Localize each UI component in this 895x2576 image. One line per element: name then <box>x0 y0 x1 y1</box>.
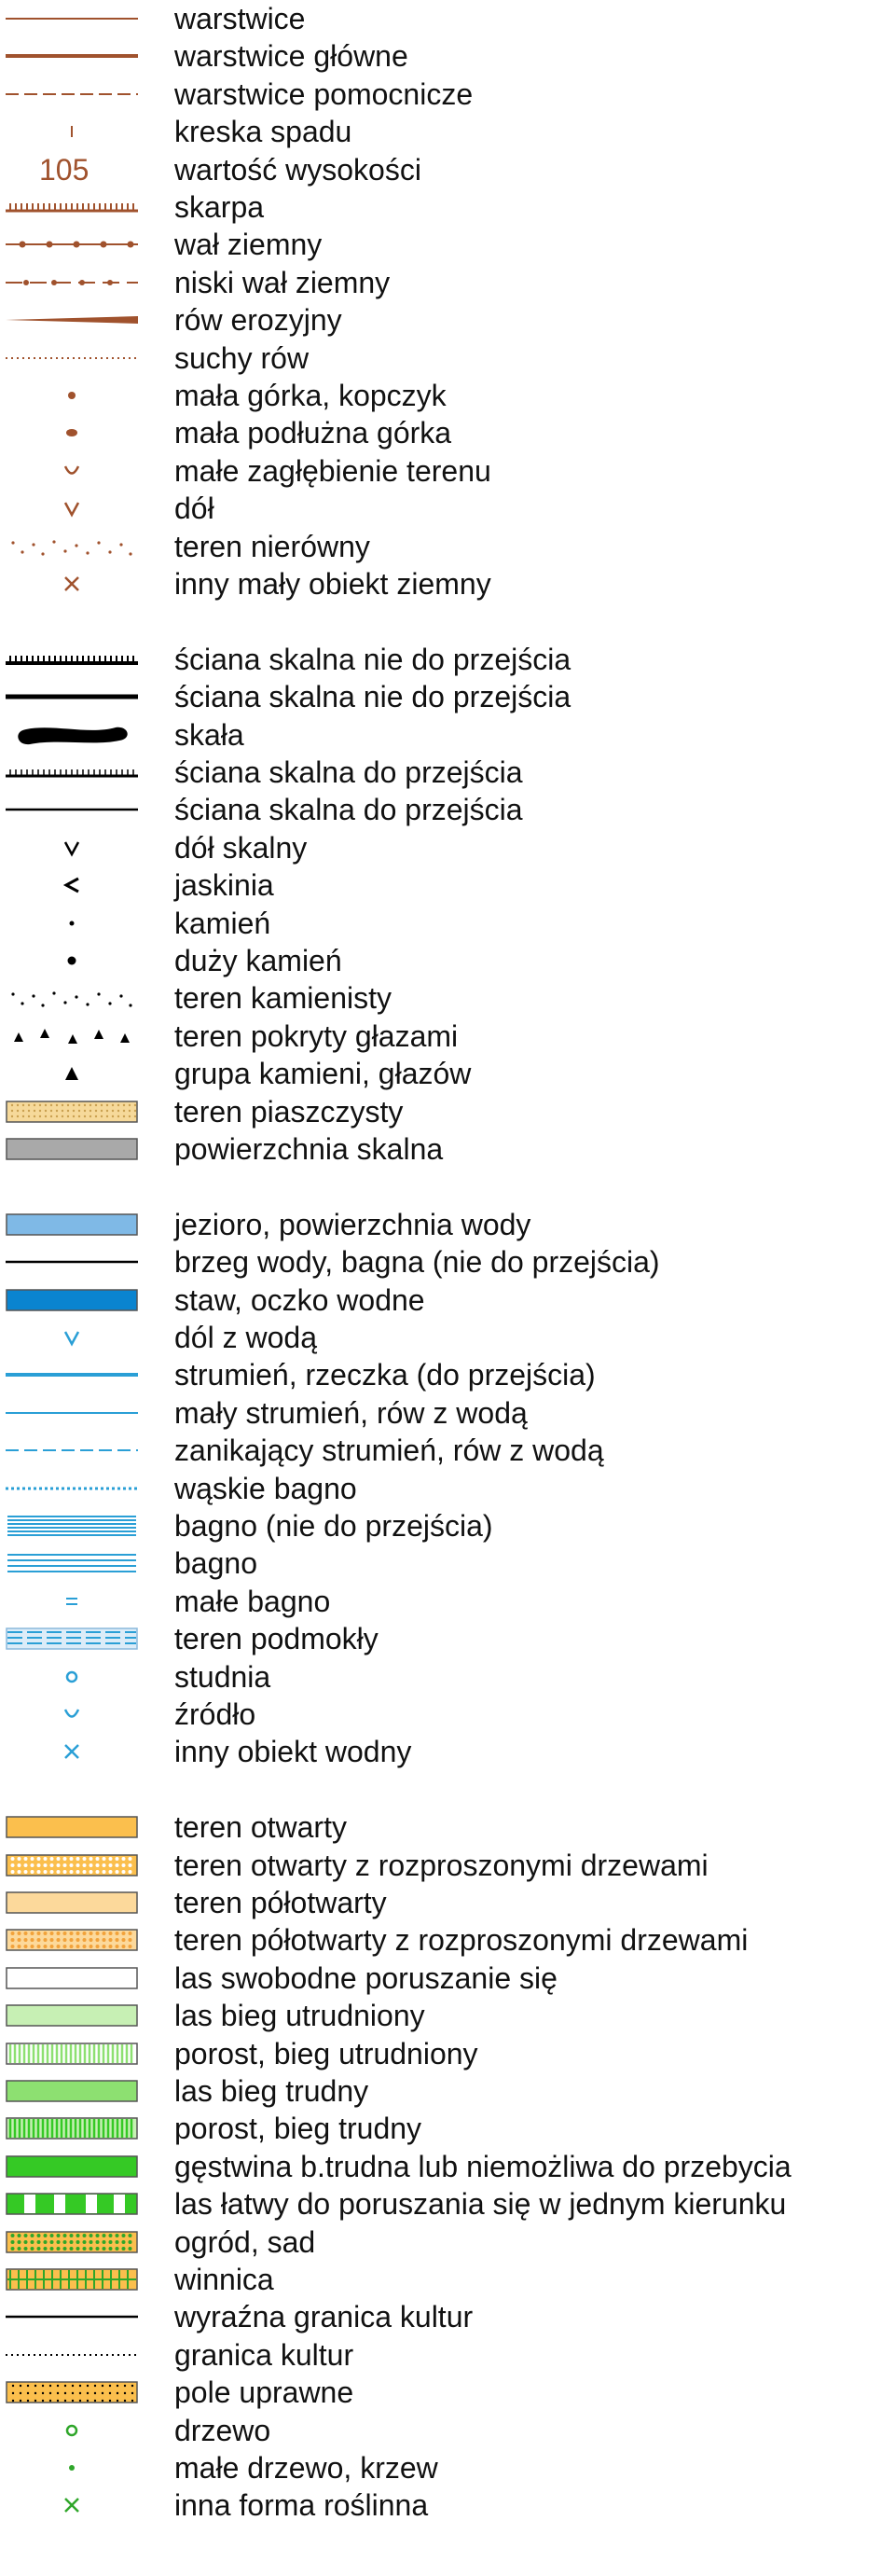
green-x-icon <box>6 2490 138 2520</box>
legend-row <box>0 2148 895 2185</box>
legend-label: małe bagno <box>174 1585 331 1618</box>
legend-label: pole uprawne <box>174 2375 354 2409</box>
legend-label: inny mały obiekt ziemny <box>174 567 491 601</box>
legend-row <box>0 2072 895 2110</box>
brown-line-icon <box>6 4 138 34</box>
legend-row <box>0 2486 895 2524</box>
legend-row <box>0 1733 895 1770</box>
brown-tapered-line-icon <box>6 305 138 335</box>
white-rect-icon <box>6 1963 138 1993</box>
legend-row <box>0 1960 895 1997</box>
open-rect-icon <box>6 1812 138 1842</box>
legend-row <box>0 301 895 339</box>
legend-label: brzeg wody, bagna (nie do przejścia) <box>174 1245 660 1279</box>
legend-row <box>0 2374 895 2411</box>
legend-label: zanikający strumień, rów z wodą <box>174 1433 604 1467</box>
sand-rect-icon <box>6 1097 138 1127</box>
legend-label: rów erozyjny <box>174 303 342 337</box>
legend-label: powierzchnia skalna <box>174 1132 444 1166</box>
brown-x-icon <box>6 569 138 599</box>
legend-label: ściana skalna do przejścia <box>174 755 523 789</box>
blue-v-icon <box>6 1323 138 1352</box>
legend-label: bagno (nie do przejścia) <box>174 1509 493 1543</box>
legend-row <box>0 1997 895 2034</box>
legend-row <box>0 1432 895 1469</box>
blue-wet-ground-icon <box>6 1624 138 1654</box>
legend-row <box>0 226 895 263</box>
legend-label: las bieg utrudniony <box>174 1999 425 2032</box>
legend-label: jaskinia <box>174 868 274 902</box>
legend-row <box>0 264 895 301</box>
legend-label: duży kamień <box>174 944 342 977</box>
blue-thick-line-icon <box>6 1360 138 1390</box>
brown-dash-point-icon <box>6 418 138 448</box>
legend-label: warstwice <box>174 2 306 35</box>
legend-row <box>0 1884 895 1921</box>
legend-label: suchy rów <box>174 341 310 375</box>
legend-label: mała podłużna górka <box>174 416 452 450</box>
legend-label: źródło <box>174 1697 256 1731</box>
legend-row <box>0 2185 895 2223</box>
black-line-icon <box>6 1247 138 1277</box>
legend-label: teren piaszczysty <box>174 1095 404 1129</box>
legend-row <box>0 1847 895 1884</box>
legend-label: granica kultur <box>174 2338 354 2372</box>
legend-label: teren otwarty z rozproszonymi drzewami <box>174 1849 709 1882</box>
legend-row <box>0 2412 895 2449</box>
legend-label: wyraźna granica kultur <box>174 2300 474 2334</box>
legend-row <box>0 1055 895 1092</box>
legend-label: las bieg trudny <box>174 2074 369 2108</box>
legend-row <box>0 829 895 866</box>
legend-label: mała górka, kopczyk <box>174 379 447 412</box>
black-comb-line-icon <box>6 644 138 674</box>
legend-row <box>0 942 895 979</box>
legend-label: skarpa <box>174 190 265 224</box>
legend-label: inny obiekt wodny <box>174 1735 412 1768</box>
legend-label: ogród, sad <box>174 2225 316 2259</box>
blue-circle-icon <box>6 1662 138 1692</box>
blue-cup-icon <box>6 1699 138 1729</box>
legend-label: kamień <box>174 907 271 940</box>
brown-number-icon <box>6 155 138 185</box>
legend-row <box>0 2449 895 2486</box>
legend-row <box>0 641 895 678</box>
legend-label: małe zagłębienie terenu <box>174 454 491 488</box>
legend-label: bagno <box>174 1546 257 1580</box>
legend-row <box>0 565 895 602</box>
legend-label: las swobodne poruszanie się <box>174 1961 558 1995</box>
legend-row <box>0 490 895 527</box>
black-thick-line-icon <box>6 682 138 712</box>
brown-thick-line-icon <box>6 41 138 71</box>
legend-label: teren podmokły <box>174 1622 379 1655</box>
legend-row <box>0 905 895 942</box>
field-rect-icon <box>6 2377 138 2407</box>
black-triangle-icon <box>6 1059 138 1088</box>
legend-label: jezioro, powierzchnia wody <box>174 1208 531 1241</box>
legend-row <box>0 979 895 1017</box>
legend-row <box>0 1130 895 1168</box>
orchard-rect-icon <box>6 2227 138 2257</box>
legend-row <box>0 113 895 150</box>
black-less-than-icon <box>6 870 138 900</box>
legend-row <box>0 1356 895 1393</box>
legend-row <box>0 1544 895 1582</box>
legend-label: teren kamienisty <box>174 981 392 1015</box>
blue-small-marsh-icon <box>6 1586 138 1616</box>
legend-label: dół skalny <box>174 831 308 865</box>
legend-row <box>0 377 895 414</box>
legend-label: strumień, rzeczka (do przejścia) <box>174 1358 596 1392</box>
lake-rect-icon <box>6 1210 138 1240</box>
legend-row <box>0 1696 895 1733</box>
legend-row <box>0 151 895 188</box>
legend-row <box>0 0 895 37</box>
legend-row <box>0 76 895 113</box>
legend-row <box>0 339 895 377</box>
legend-label: warstwice główne <box>174 39 408 73</box>
vineyard-rect-icon <box>6 2264 138 2294</box>
brown-dot-line-icon <box>6 229 138 259</box>
legend-row <box>0 1319 895 1356</box>
legend-label: teren półotwarty z rozproszonymi drzewami <box>174 1923 749 1957</box>
undergrowth-light-rect-icon <box>6 2039 138 2069</box>
brown-speckle-icon <box>6 532 138 561</box>
brown-v-icon <box>6 493 138 523</box>
legend-row <box>0 866 895 904</box>
brown-cup-icon <box>6 456 138 486</box>
forest-dense-rect-icon <box>6 2152 138 2181</box>
undergrowth-mid-rect-icon <box>6 2113 138 2143</box>
brown-dotted-line-icon <box>6 343 138 373</box>
blue-marsh-icon <box>6 1548 138 1578</box>
legend-label: teren półotwarty <box>174 1886 387 1919</box>
black-small-dot-icon <box>6 908 138 938</box>
rock-rect-icon <box>6 1134 138 1164</box>
legend-label: ściana skalna nie do przejścia <box>174 643 571 676</box>
legend-label: niski wał ziemny <box>174 266 391 299</box>
legend-row <box>0 2035 895 2072</box>
green-circle-icon <box>6 2416 138 2445</box>
semi-open-dotted-rect-icon <box>6 1925 138 1955</box>
legend-row <box>0 2298 895 2335</box>
legend-row <box>0 1921 895 1959</box>
black-dot-icon <box>6 946 138 976</box>
legend-label: ściana skalna do przejścia <box>174 793 523 826</box>
legend-row <box>0 1018 895 1055</box>
blue-dashed-line-icon <box>6 1435 138 1465</box>
legend-row <box>0 2223 895 2261</box>
legend-row <box>0 1507 895 1544</box>
legend-label: grupa kamieni, głazów <box>174 1057 472 1090</box>
forest-stripes-rect-icon <box>6 2189 138 2219</box>
black-speckle-icon <box>6 983 138 1013</box>
legend-row <box>0 1093 895 1130</box>
legend-label: wartość wysokości <box>174 153 421 187</box>
legend-row <box>0 414 895 451</box>
legend-row <box>0 791 895 828</box>
brown-dot-icon <box>6 381 138 410</box>
legend-row <box>0 2110 895 2147</box>
legend-row <box>0 452 895 490</box>
legend-row <box>0 528 895 565</box>
black-boulders-icon <box>6 1021 138 1051</box>
legend-row <box>0 1583 895 1620</box>
black-thin-comb-line-icon <box>6 757 138 787</box>
legend-label: teren otwarty <box>174 1810 347 1844</box>
legend-label: teren nierówny <box>174 530 370 563</box>
legend-label: las łatwy do poruszania się w jednym kierunku <box>174 2187 787 2221</box>
legend-label: dół <box>174 492 214 525</box>
forest-light-rect-icon <box>6 2001 138 2030</box>
legend-row <box>0 1281 895 1319</box>
legend-label: dól z wodą <box>174 1321 317 1354</box>
legend-label: studnia <box>174 1660 271 1694</box>
brown-comb-line-icon <box>6 192 138 222</box>
legend-label: skała <box>174 718 244 752</box>
legend-row <box>0 1808 895 1846</box>
legend-label: teren pokryty głazami <box>174 1019 459 1053</box>
semi-open-rect-icon <box>6 1888 138 1918</box>
black-line-icon <box>6 2302 138 2332</box>
legend-row <box>0 1394 895 1432</box>
blue-x-icon <box>6 1737 138 1766</box>
height-value-text: 105 <box>39 153 90 187</box>
brown-dashed-line-icon <box>6 79 138 109</box>
legend-row <box>0 2261 895 2298</box>
legend-label: małe drzewo, krzew <box>174 2451 438 2485</box>
pond-rect-icon <box>6 1285 138 1315</box>
legend-label: mały strumień, rów z wodą <box>174 1396 528 1430</box>
legend-label: inna forma roślinna <box>174 2488 429 2522</box>
legend-label: staw, oczko wodne <box>174 1283 425 1317</box>
legend-label: wąskie bagno <box>174 1472 357 1505</box>
legend-row <box>0 678 895 715</box>
legend-label: winnica <box>174 2263 274 2296</box>
legend-row <box>0 1206 895 1243</box>
forest-mid-rect-icon <box>6 2076 138 2106</box>
legend-label: porost, bieg utrudniony <box>174 2037 478 2070</box>
legend-label: wał ziemny <box>174 228 323 261</box>
legend-row <box>0 1470 895 1507</box>
black-v-icon <box>6 833 138 863</box>
open-dotted-rect-icon <box>6 1850 138 1880</box>
legend-label: porost, bieg trudny <box>174 2112 422 2145</box>
legend-row <box>0 754 895 791</box>
legend-label: warstwice pomocnicze <box>174 77 474 111</box>
legend-label: ściana skalna nie do przejścia <box>174 680 571 713</box>
legend-label: drzewo <box>174 2414 271 2447</box>
legend-row <box>0 1658 895 1696</box>
blue-line-icon <box>6 1398 138 1428</box>
legend-row <box>0 1243 895 1281</box>
legend-row <box>0 2336 895 2374</box>
legend-label: kreska spadu <box>174 115 352 148</box>
black-blob-icon <box>6 720 138 750</box>
brown-tick-icon <box>6 117 138 146</box>
legend-row <box>0 37 895 75</box>
legend-row <box>0 716 895 754</box>
blue-marsh-dense-icon <box>6 1511 138 1541</box>
legend-row <box>0 188 895 226</box>
legend-label: gęstwina b.trudna lub niemożliwa do przebycia <box>174 2150 792 2183</box>
green-dot-icon <box>6 2453 138 2483</box>
blue-narrow-marsh-icon <box>6 1474 138 1503</box>
brown-dash-dot-line-icon <box>6 268 138 298</box>
black-line-icon <box>6 795 138 824</box>
black-dotted-line-icon <box>6 2340 138 2370</box>
legend-row <box>0 1620 895 1657</box>
